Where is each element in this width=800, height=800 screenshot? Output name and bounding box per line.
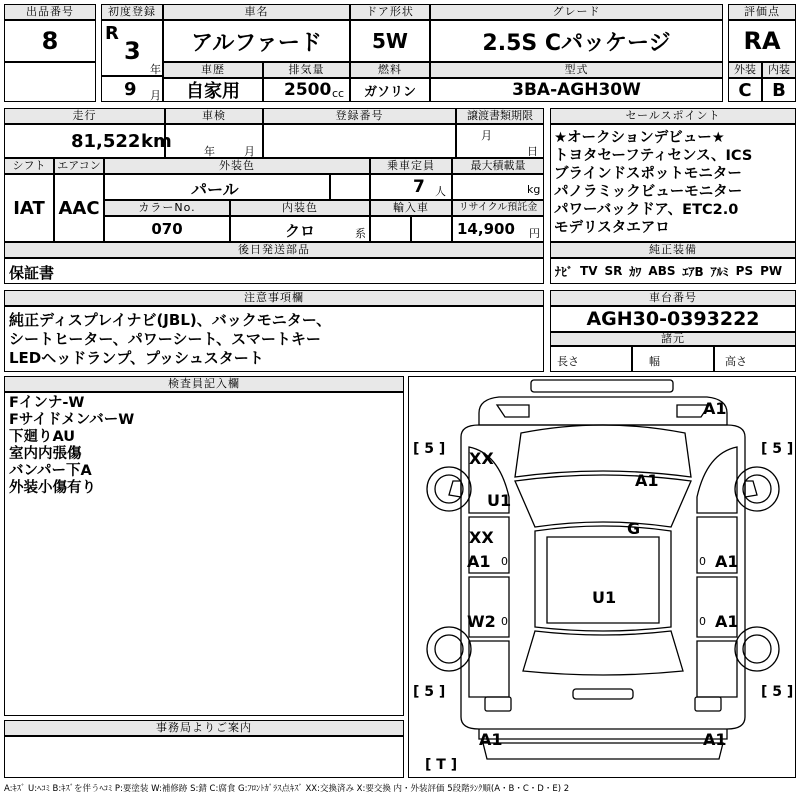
mark-front-bumper-right: A1 [703, 399, 727, 418]
inspection-month-unit: 月 [244, 145, 255, 158]
history-cell [163, 78, 263, 102]
aircon-cell [54, 174, 104, 242]
first-reg-header: 初度登録 [101, 4, 163, 20]
spec-width-cell [632, 346, 714, 372]
mark-fender-left: XX [469, 449, 494, 468]
shift: IAT [13, 197, 45, 219]
notes-cell [4, 306, 544, 372]
color-no-header: カラーNo. [104, 200, 230, 216]
grade-header: グレード [430, 4, 723, 20]
car-diagram [408, 376, 796, 778]
int-color-cell [230, 216, 370, 242]
deferred-cell [4, 258, 544, 284]
mark-door-front-right: A1 [715, 552, 739, 571]
equipment-navi: ﾅﾋﾞ [555, 264, 574, 279]
aircon: AAC [58, 197, 100, 219]
lot-blank-cell [4, 62, 96, 102]
displacement-header: 排気量 [263, 62, 350, 78]
tire-left-rear: [ 5 ] [413, 684, 446, 700]
mark-roof-center: U1 [592, 588, 617, 607]
mileage-unit: km [141, 131, 172, 152]
mark-door-rear-right: A1 [715, 612, 739, 631]
interior-header: 内装 [762, 62, 796, 78]
mark-door-front-left: A1 [467, 552, 491, 571]
capacity: 7 [413, 177, 425, 197]
interior-grade-cell [762, 78, 796, 102]
inspection-header: 車検 [165, 108, 263, 124]
trunk-mark: [ T ] [425, 757, 458, 773]
equipment-abs: ABS [648, 264, 676, 278]
mileage-header: 走行 [4, 108, 165, 124]
lot-number-cell [4, 20, 96, 62]
car-name-header: 車名 [163, 4, 350, 20]
lot-number-header: 出品番号 [4, 4, 96, 20]
model-code: 3BA-AGH30W [512, 80, 641, 100]
max-load-header: 最大積載量 [452, 158, 544, 174]
notes-text: 純正ディスプレイナビ(JBL)、バックモニター、 シートヒーター、パワーシート、スマートキー LEDヘッドランプ、プッシュスタート [9, 311, 332, 367]
capacity-header: 乗車定員 [370, 158, 452, 174]
first-reg-year-cell [101, 20, 163, 76]
transfer-deadline-header: 譲渡書類期限 [456, 108, 544, 124]
mark-rear-left: A1 [479, 730, 503, 749]
sales-point-header: セールスポイント [550, 108, 796, 124]
recycle-fee: 14,900 [457, 220, 515, 238]
tire-right-front: [ 5 ] [761, 441, 794, 457]
mark-hood: A1 [635, 471, 659, 490]
door-header: ドア形状 [350, 4, 430, 20]
tire-right-rear: [ 5 ] [761, 684, 794, 700]
history: 自家用 [186, 81, 240, 102]
transfer-deadline-cell [456, 124, 544, 158]
car-name-cell [163, 20, 350, 62]
model-code-cell [430, 78, 723, 102]
tire-left-front: [ 5 ] [413, 441, 446, 457]
spec-length-label: 長さ [557, 355, 579, 368]
inspector-header: 検査員記入欄 [4, 376, 404, 392]
capacity-unit: 人 [435, 185, 446, 198]
rating-cell [728, 20, 796, 62]
import-cell-a [370, 216, 411, 242]
door-cell [350, 20, 430, 62]
equipment-header: 純正装備 [550, 242, 796, 258]
shift-cell [4, 174, 54, 242]
aircon-header: エアコン [54, 158, 104, 174]
notes-header: 注意事項欄 [4, 290, 544, 306]
equipment-cell [550, 258, 796, 284]
mark-zero-4: 0 [699, 615, 706, 628]
reg-no-header: 登録番号 [263, 108, 456, 124]
mark-door-front-left-upper: XX [469, 528, 494, 547]
fuel-cell [350, 78, 430, 102]
rating-header: 評価点 [728, 4, 796, 20]
deferred-header: 後日発送部品 [4, 242, 544, 258]
mileage: 81,522 [71, 131, 141, 152]
equipment-alloy: ｱﾙﾐ [710, 264, 729, 279]
interior-color-suffix: 系 [355, 227, 366, 240]
reg-no-cell [263, 124, 456, 158]
equipment-sunroof: SR [604, 264, 623, 278]
legend: A:ｷｽﾞ U:ﾍｺﾐ B:ｷｽﾞを伴うﾍｺﾐ P:要塗装 W:補修跡 S:錆 C:腐食 G:ﾌﾛﾝﾄｶﾞﾗｽ点ｷｽﾞ XX:交換済み X:要交換 内・外装評価 5段階ﾗﾝｸ順(A・B・C・D・E) 2 [4, 784, 570, 794]
mark-roof-front: G [627, 519, 641, 538]
import-header: 輸入車 [370, 200, 452, 216]
spec-height-label: 高さ [725, 355, 747, 368]
mark-zero-1: 0 [501, 555, 508, 568]
model-code-header: 型式 [430, 62, 723, 78]
capacity-cell [370, 174, 452, 200]
chassis-cell [550, 306, 796, 332]
mark-door-rear-left: W2 [467, 612, 496, 631]
chassis-number: AGH30-0393222 [586, 308, 760, 330]
inspector-text: Fインナ-W FサイドメンバーW 下廻りAU 室内内張傷 バンパー下A 外装小傷有り [9, 395, 135, 496]
fuel: ガソリン [363, 84, 416, 100]
mileage-cell [4, 124, 172, 158]
mark-zero-2: 0 [699, 555, 706, 568]
mark-front-pillar-left: U1 [487, 491, 512, 510]
color-number: 070 [151, 220, 183, 238]
sales-points: ★オークションデビュー★ トヨタセーフティセンス、ICS ブラインドスポットモニター パノラミックビューモニター パワーバックドア、ETC2.0 モデリスタエアロ [554, 130, 753, 236]
inspection-year-unit: 年 [204, 145, 215, 158]
max-load-unit: kg [527, 183, 541, 196]
mark-zero-3: 0 [501, 615, 508, 628]
shift-header: シフト [4, 158, 54, 174]
displacement-cell [263, 78, 350, 102]
interior-grade: B [772, 79, 786, 101]
month-unit: 月 [150, 89, 161, 102]
recycle-cell [452, 216, 544, 242]
rating: RA [743, 27, 781, 55]
equipment-leather: ｶﾜ [629, 264, 642, 279]
chassis-header: 車台番号 [550, 290, 796, 306]
office-header: 事務局よりご案内 [4, 720, 404, 736]
ext-color-header: 外装色 [104, 158, 370, 174]
lot-number: 8 [41, 27, 59, 55]
first-reg-month-cell [101, 76, 163, 102]
color-no-cell [104, 216, 230, 242]
deadline-month-unit: 月 [481, 129, 492, 142]
car-name: アルファード [191, 30, 322, 56]
reg-month: 9 [124, 79, 137, 100]
office-cell [4, 736, 404, 778]
door-type: 5W [372, 29, 408, 53]
grade-cell [430, 20, 723, 62]
exterior-grade-cell [728, 78, 762, 102]
interior-color: クロ [285, 222, 316, 240]
exterior-header: 外装 [728, 62, 762, 78]
grade: 2.5S Cパッケージ [482, 30, 671, 56]
spec-width-label: 幅 [649, 355, 660, 368]
inspector-cell [4, 392, 404, 716]
equipment-airbag: ｴｱB [682, 264, 704, 279]
exterior-grade: C [738, 79, 752, 101]
ext-color-extra-cell [330, 174, 370, 200]
spec-length-cell [550, 346, 632, 372]
spec-height-cell [714, 346, 796, 372]
displacement: 2500 [284, 80, 332, 100]
int-color-header: 内装色 [230, 200, 370, 216]
exterior-color: パール [191, 180, 239, 199]
history-header: 車歴 [163, 62, 263, 78]
ext-color-cell [104, 174, 330, 200]
equipment-tv: TV [580, 264, 598, 278]
car-outline-svg [409, 377, 796, 778]
max-load-cell [452, 174, 544, 200]
displacement-unit: cc [332, 87, 345, 100]
import-cell-b [411, 216, 452, 242]
inspection-cell [165, 124, 263, 158]
sales-point-cell [550, 124, 796, 242]
recycle-header: リサイクル預託金 [452, 200, 544, 216]
deadline-day-unit: 日 [527, 145, 538, 158]
reg-year: 3 [124, 37, 141, 65]
specs-header: 諸元 [550, 332, 796, 346]
era-label: R [105, 23, 119, 44]
recycle-unit: 円 [529, 227, 540, 240]
equipment-pw: PW [760, 264, 783, 278]
deferred-parts: 保証書 [9, 264, 55, 282]
year-unit: 年 [150, 63, 161, 76]
mark-rear-right: A1 [703, 730, 727, 749]
equipment-ps: PS [735, 264, 754, 278]
fuel-header: 燃料 [350, 62, 430, 78]
